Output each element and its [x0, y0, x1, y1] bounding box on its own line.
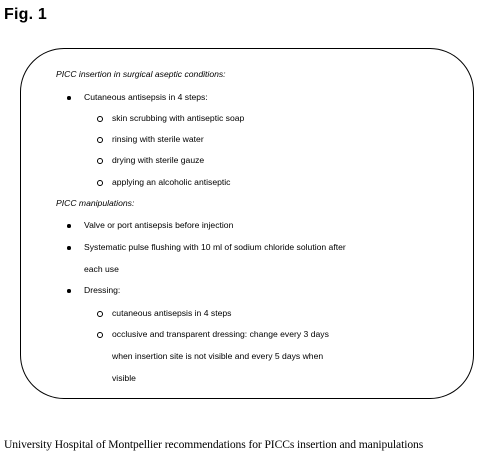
sub-bullet-icon — [97, 137, 103, 143]
manipulation-item-valve: Valve or port antisepsis before injection — [84, 220, 234, 230]
bullet-icon — [67, 96, 71, 100]
manipulation-item-dressing: Dressing: — [84, 285, 121, 295]
sub-bullet-icon — [97, 158, 103, 164]
dressing-step: occlusive and transparent dressing: change every 3 days — [112, 329, 329, 339]
sub-bullet-icon — [97, 116, 103, 122]
manipulations-heading: PICC manipulations: — [56, 198, 135, 208]
bullet-icon — [67, 246, 71, 250]
dressing-step-cont: visible — [112, 373, 136, 383]
manipulation-item-flushing: Systematic pulse flushing with 10 ml of sodium chloride solution after — [84, 242, 346, 252]
dressing-step-cont: when insertion site is not visible and every 5 days when — [112, 351, 324, 361]
bullet-icon — [67, 289, 71, 293]
insertion-step: drying with sterile gauze — [112, 155, 205, 165]
insertion-item-antisepsis: Cutaneous antisepsis in 4 steps: — [84, 92, 208, 102]
sub-bullet-icon — [97, 332, 103, 338]
dressing-step: cutaneous antisepsis in 4 steps — [112, 308, 232, 318]
figure-label: Fig. 1 — [4, 6, 47, 23]
figure-caption: University Hospital of Montpellier recommendations for PICCs insertion and manipulations — [4, 438, 424, 451]
insertion-heading: PICC insertion in surgical aseptic conditions: — [56, 69, 226, 79]
manipulation-item-flushing-cont: each use — [84, 264, 119, 274]
insertion-step: rinsing with sterile water — [112, 134, 204, 144]
sub-bullet-icon — [97, 180, 103, 186]
sub-bullet-icon — [97, 311, 103, 317]
insertion-step: skin scrubbing with antiseptic soap — [112, 113, 245, 123]
insertion-step: applying an alcoholic antiseptic — [112, 177, 231, 187]
bullet-icon — [67, 224, 71, 228]
